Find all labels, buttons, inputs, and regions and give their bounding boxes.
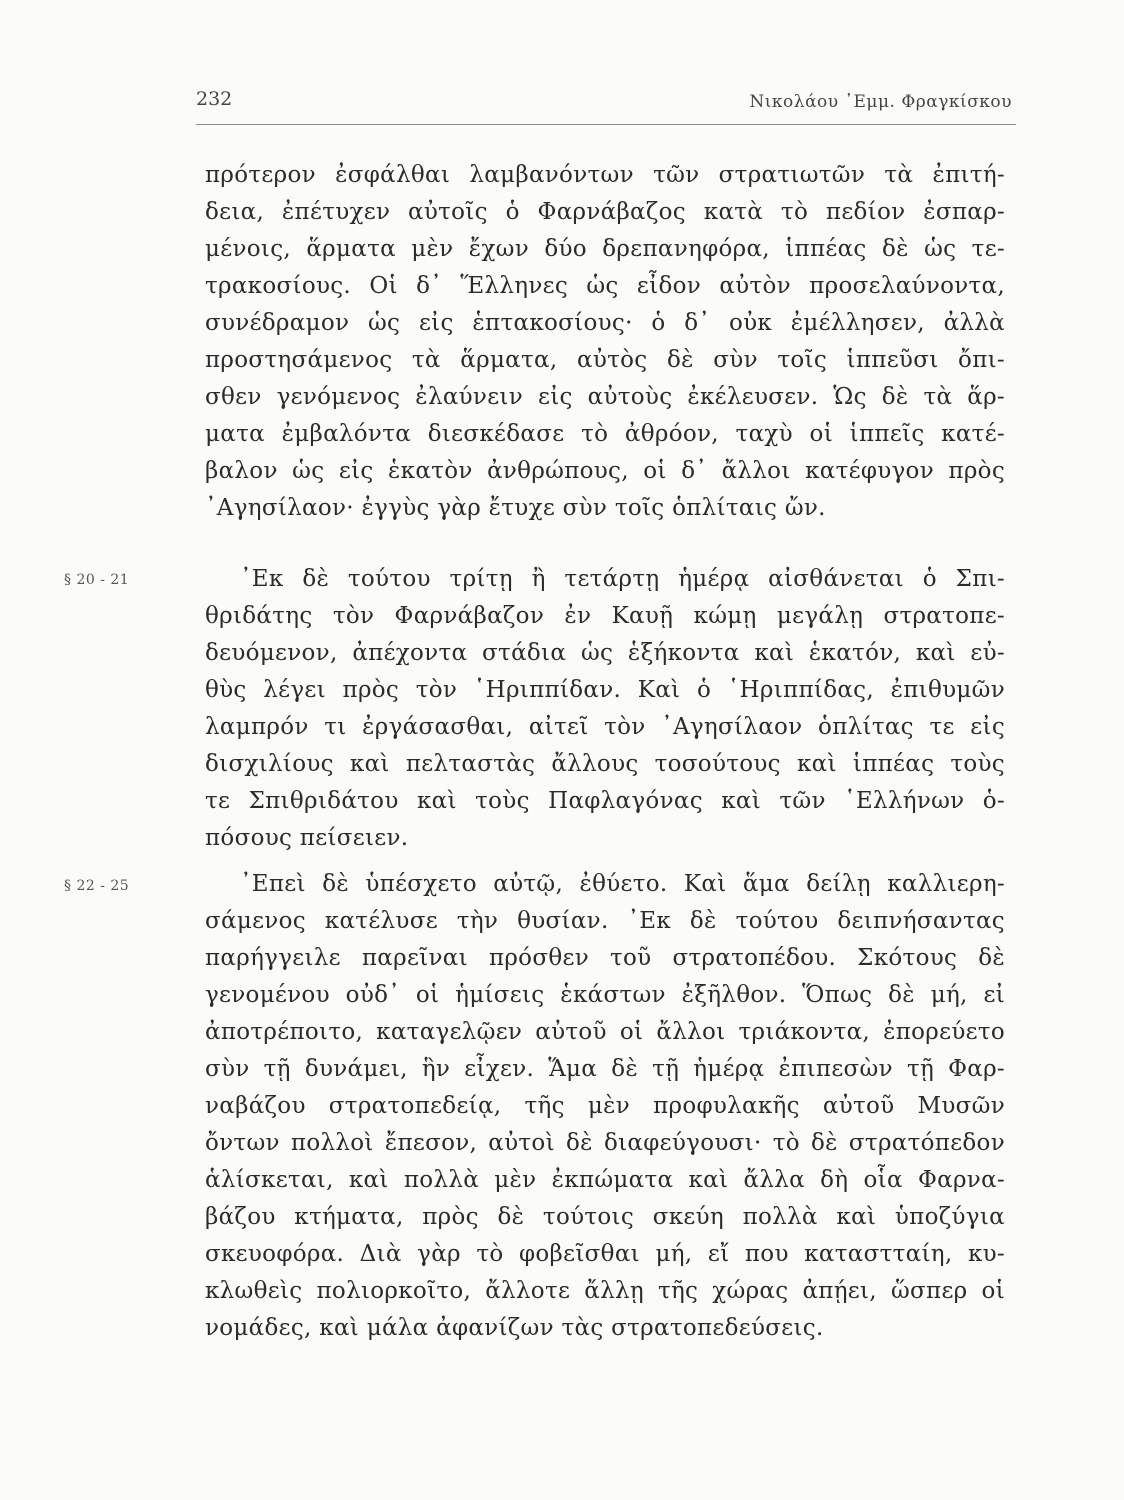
text-line: μένοις, ἅρματα μὲν ἔχων δύο δρεπανηφόρα, ἱππέας δὲ ὡς τε-: [205, 236, 1005, 262]
text-line: κλωθεὶς πολιορκοῖτο, ἄλλοτε ἄλλῃ τῆς χώρας ἀπῄει, ὥσπερ οἱ: [205, 1278, 1005, 1304]
text-line: δεια, ἐπέτυχεν αὐτοῖς ὁ Φαρνάβαζος κατὰ τὸ πεδίον ἐσπαρ-: [205, 199, 1005, 225]
text-line: δισχιλίους καὶ πελταστὰς ἄλλους τοσούτους καὶ ἱππέας τοὺς: [205, 751, 1005, 777]
text-line: τε Σπιθριδάτου καὶ τοὺς Παφλαγόνας καὶ τῶν ῾Ελλήνων ὁ-: [205, 788, 1005, 814]
text-line: πόσους πείσειεν.: [205, 825, 409, 851]
text-line: δευόμενον, ἀπέχοντα στάδια ὡς ἑξήκοντα καὶ ἑκατόν, καὶ εὐ-: [205, 640, 1005, 666]
text-line: σάμενος κατέλυσε τὴν θυσίαν. ᾿Εκ δὲ τούτου δειπνήσαντας: [205, 908, 1005, 934]
text-line: προστησάμενος τὰ ἅρματα, αὐτὸς δὲ σὺν τοῖς ἱππεῦσι ὄπι-: [205, 347, 1005, 373]
margin-reference-20-21: § 20 - 21: [64, 572, 130, 588]
text-line: συνέδραμον ὡς εἰς ἑπτακοσίους· ὁ δ᾿ οὐκ ἐμέλλησεν, ἀλλὰ: [205, 310, 1005, 336]
text-line: τρακοσίους. Οἱ δ᾿ Ἕλληνες ὡς εἶδον αὐτὸν προσελαύνοντα,: [205, 273, 1005, 299]
text-line: ἁλίσκεται, καὶ πολλὰ μὲν ἐκπώματα καὶ ἄλλα δὴ οἷα Φαρνα-: [205, 1167, 1005, 1193]
text-line: λαμπρόν τι ἐργάσασθαι, αἰτεῖ τὸν ᾿Αγησίλαον ὁπλίτας τε εἰς: [205, 714, 1005, 740]
text-line: νομάδες, καὶ μάλα ἀφανίζων τὰς στρατοπεδεύσεις.: [205, 1315, 824, 1341]
margin-reference-22-25: § 22 - 25: [64, 878, 130, 894]
text-line: ὄντων πολλοὶ ἔπεσον, αὐτοὶ δὲ διαφεύγουσι· τὸ δὲ στρατόπεδον: [205, 1130, 1005, 1156]
text-line: γενομένου οὐδ᾿ οἱ ἡμίσεις ἑκάστων ἐξῆλθον. Ὅπως δὲ μή, εἰ: [205, 982, 1005, 1008]
text-line: ᾿Αγησίλαον· ἐγγὺς γὰρ ἔτυχε σὺν τοῖς ὁπλίταις ὤν.: [205, 495, 826, 521]
text-line: σθεν γενόμενος ἐλαύνειν εἰς αὐτοὺς ἐκέλευσεν. Ὡς δὲ τὰ ἅρ-: [205, 384, 1005, 410]
text-line: ματα ἐμβαλόντα διεσκέδασε τὸ ἀθρόον, ταχὺ οἱ ἱππεῖς κατέ-: [205, 421, 1005, 447]
text-line: βάζου κτήματα, πρὸς δὲ τούτοις σκεύη πολλὰ καὶ ὑποζύγια: [205, 1204, 1005, 1230]
page-number: 232: [196, 88, 233, 110]
text-line: πρότερον ἐσφάλθαι λαμβανόντων τῶν στρατιωτῶν τὰ ἐπιτή-: [205, 162, 1005, 188]
text-line: ναβάζου στρατοπεδείᾳ, τῆς μὲν προφυλακῆς αὐτοῦ Μυσῶν: [205, 1093, 1005, 1119]
text-line: ᾿Εκ δὲ τούτου τρίτῃ ἢ τετάρτῃ ἡμέρᾳ αἰσθάνεται ὁ Σπι-: [240, 566, 1005, 592]
running-head-title: Νικολάου ᾿Εμμ. Φραγκίσκου: [749, 92, 1012, 112]
text-line: παρήγγειλε παρεῖναι πρόσθεν τοῦ στρατοπέδου. Σκότους δὲ: [205, 945, 1005, 971]
text-line: ᾿Επεὶ δὲ ὑπέσχετο αὐτῷ, ἐθύετο. Καὶ ἅμα δείλῃ καλλιερη-: [240, 871, 1005, 897]
text-line: σὺν τῇ δυνάμει, ἣν εἶχεν. Ἅμα δὲ τῇ ἡμέρᾳ ἐπιπεσὼν τῇ Φαρ-: [205, 1056, 1005, 1082]
running-header: [196, 84, 1016, 125]
text-line: θριδάτης τὸν Φαρνάβαζον ἐν Καυῇ κώμῃ μεγάλῃ στρατοπε-: [205, 603, 1005, 629]
text-line: θὺς λέγει πρὸς τὸν ῾Ηριππίδαν. Καὶ ὁ ῾Ηριππίδας, ἐπιθυμῶν: [205, 677, 1005, 703]
text-line: σκευοφόρα. Διὰ γὰρ τὸ φοβεῖσθαι μή, εἴ που καταστταίη, κυ-: [205, 1241, 1005, 1267]
text-line: ἀποτρέποιτο, καταγελῷεν αὐτοῦ οἱ ἄλλοι τριάκοντα, ἐπορεύετο: [205, 1019, 1005, 1045]
text-line: βαλον ὡς εἰς ἑκατὸν ἀνθρώπους, οἱ δ᾿ ἄλλοι κατέφυγον πρὸς: [205, 458, 1005, 484]
